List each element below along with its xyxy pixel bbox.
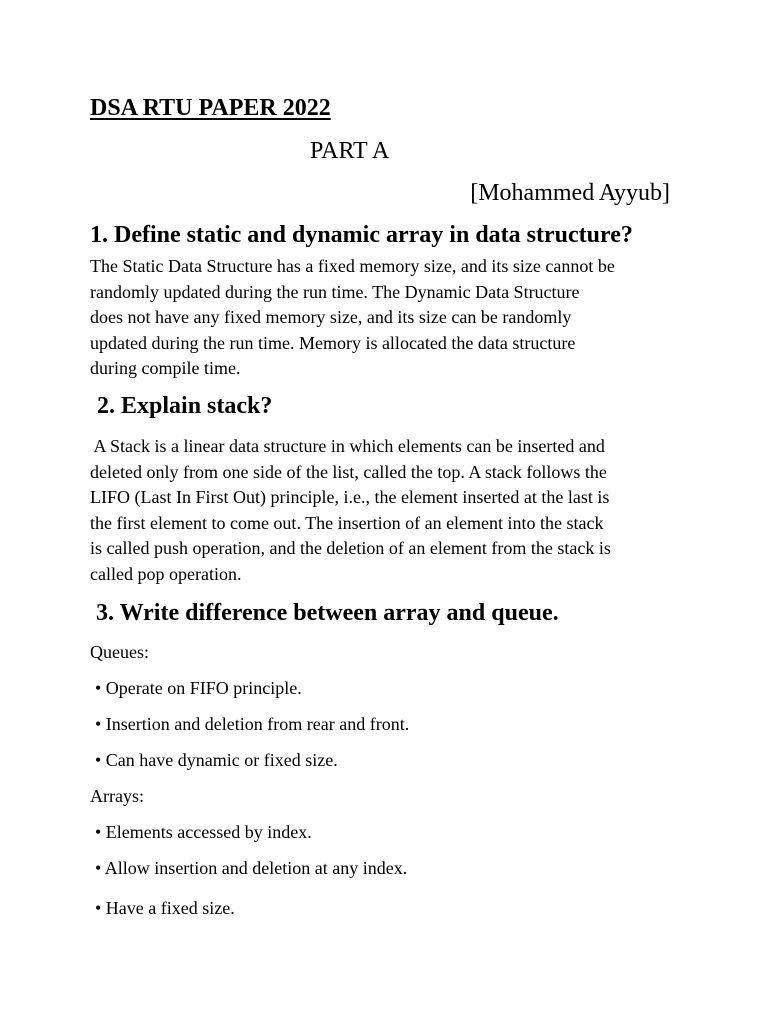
queues-label: Queues: (90, 642, 149, 662)
answer-line: A Stack is a linear data structure in which elements can be inserted and (90, 436, 605, 456)
question-2-heading: 2. Explain stack? (97, 393, 273, 419)
queues-list-item: • Insertion and deletion from rear and front. (95, 714, 410, 734)
question-2-answer (90, 434, 611, 587)
answer-line: during compile time. (90, 358, 241, 378)
queues-list-item: • Can have dynamic or fixed size. (95, 750, 338, 770)
queues-list-item: • Operate on FIFO principle. (95, 678, 302, 698)
arrays-list-item: • Elements accessed by index. (95, 822, 312, 842)
arrays-label: Arrays: (90, 786, 144, 806)
arrays-list-item: • Have a fixed size. (95, 898, 235, 918)
part-label: PART A (310, 138, 390, 164)
document-title: DSA RTU PAPER 2022 (90, 95, 331, 121)
arrays-list-item: • Allow insertion and deletion at any index. (95, 858, 408, 878)
answer-line: randomly updated during the run time. The Dynamic Data Structure (90, 281, 580, 302)
answer-line: deleted only from one side of the list, called the top. A stack follows the (90, 461, 607, 482)
answer-line: LIFO (Last In First Out) principle, i.e., the element inserted at the last is (90, 487, 610, 507)
answer-line: updated during the run time. Memory is allocated the data structure (90, 332, 576, 353)
answer-line: The Static Data Structure has a fixed memory size, and its size cannot be (90, 256, 615, 276)
answer-line: does not have any fixed memory size, and its size can be randomly (90, 307, 572, 327)
question-3-heading: 3. Write difference between array and queue. (96, 600, 559, 626)
answer-line: the first element to come out. The insertion of an element into the stack (90, 512, 604, 533)
question-1-heading: 1. Define static and dynamic array in data structure? (90, 222, 633, 248)
answer-line: called pop operation. (90, 563, 242, 584)
question-1-answer (90, 254, 615, 382)
answer-line: is called push operation, and the deletion of an element from the stack is (90, 538, 611, 558)
author-name: [Mohammed Ayyub] (470, 180, 670, 206)
